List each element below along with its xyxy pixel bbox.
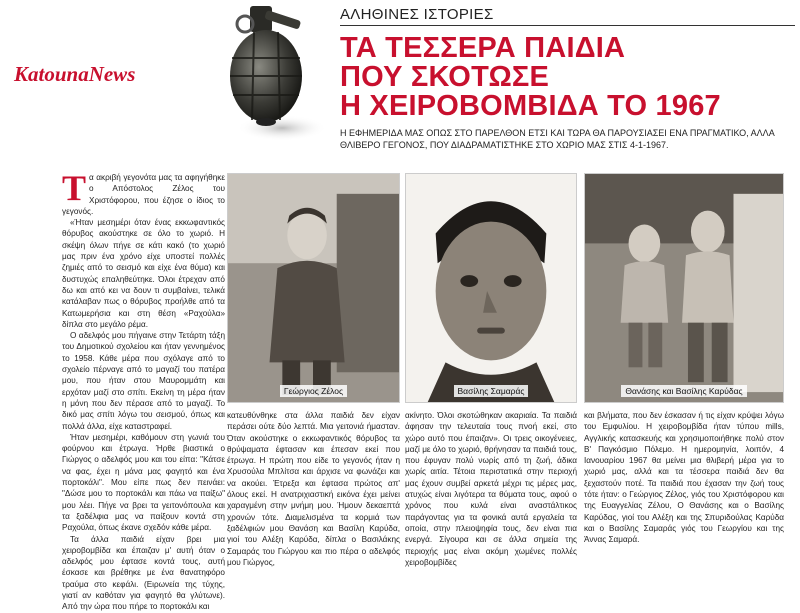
photo-georgios-zelos xyxy=(227,173,400,403)
paragraph: και βλήματα, που δεν έσκασαν ή τις είχαν κρύψει λόγω του Εμφυλίου. Η χειροβομβίδα ήταν τύπου mills, Αγγλικής κατασκευής και χρησιμοποιήθηκε πολύ στον Β' Παγκόσμιο Πόλεμο. Η ημερομηνία, λοιπόν, 4 Ιανουαρίου 1967 θα μείνει μια θλιβερή μέρα για το χωριό μας, αλλά και τα τέσσερα παιδιά δεν θα ξεχαστούν ποτέ. Τα παιδιά που έχασαν την ζωή τους τότε ήταν: ο Γεώργιος Ζέλος, γιός του Χριστόφορου και της Ευαγγελίας Ζέλου, Ο Θανάσης και ο Βασίλης Καρύδας, γιοί του Αλέξη και της Σπυριδούλας Καρύδα και ο Βασίλης Σαμαράς γιός του Γεωργίου και της Άννας Σαμαρά. xyxy=(584,411,784,545)
site-watermark: KatounaNews xyxy=(14,62,136,86)
boy-portrait-image xyxy=(406,174,576,402)
headline-line-3: Η ΧΕΙΡΟΒΟΜΒΙΔΑ ΤΟ 1967 xyxy=(340,90,721,122)
photo-caption: Θανάσης και Βασίλης Καρύδας xyxy=(621,385,746,397)
photo-karydas-brothers xyxy=(584,173,784,403)
paragraph: Τα άλλα παιδιά είχαν βρει μια χειροβομβίδα και έπαιζαν μ' αυτή όταν ο αδελφός μου έφτασε κοντά τους, αυτή έσκασε και βρέθηκε με ένα θανατηφόρο τραύμα στο κεφάλι. (Ειρωνεία της τύχης, γιατί αν καθόταν για φαγητό θα γλύτωνε). Από την ώρα που πήρε το πορτοκάλι και xyxy=(62,534,225,612)
photo-vasilis-samaras xyxy=(405,173,577,403)
paragraph: «Ήταν μεσημέρι όταν ένας εκκωφαντικός θόρυβος ακούστηκε σε όλο το χωριό. Η σκέψη όλων πήγε σε κάτι κακό (το χωριό μας πριν ένα χρόνο είχε υποστεί πολλές ζημιές από το σεισμό και είχε ένα θύμα) και δυστυχώς επαληθεύτηκε. Όλοι έτρεχαν από δω και από κει να δουν τι συμβαίνει, τελικά κατάλαβαν πως ο θόρυβος προήλθε από τα Κατωμερήσια και στη θέση «Ραχούλα» δίπλα στο μεγάλο ρέμα. xyxy=(62,218,225,329)
paragraph: κατευθύνθηκε στα άλλα παιδιά δεν είχαν περάσει ούτε δύο λεπτά. Μια γειτονιά ήμασταν. Όταν ακούστηκε ο εκκωφαντικός θόρυβος τα θρύψαματα έφτασαν και έπεσαν εκεί που έτρωγα. Η πρώτη που είδε το γεγονός ήταν η Χρυσούλα Μπλίτσα και άρχισε να φωνάζει και να ακούει. Έτρεξα και έφτασα πρώτος απ' όλους εκεί. Η ανατριχιαστική εικόνα έχει μείνει χαραγμένη στην μνήμη μου. Ήμουν δεκαεπτά χρονών τότε. Διαμελισμένα τα κορμιά των ξαδέλφιών μου Θανάση και Βασίλη Καρύδα, γιοί του Αλέξη Καρύδα, δίπλα ο Βασιλάκης Σαμαράς του Γιώργου και πιο πέρα ο αδελφός μου Γιώργος, xyxy=(227,411,400,567)
headline xyxy=(340,34,721,121)
section-kicker: ΑΛΗΘΙΝΕΣ ΙΣΤΟΡΙΕΣ xyxy=(340,6,494,23)
boy-photo-image xyxy=(228,174,399,402)
grenade-image xyxy=(212,0,332,150)
photo-caption: Βασίλης Σαμαράς xyxy=(454,385,529,397)
article-column-4 xyxy=(584,410,784,561)
photo-caption: Γεώργιος Ζέλος xyxy=(280,385,347,397)
standfirst: Η ΕΦΗΜΕΡΙΔΑ ΜΑΣ ΟΠΩΣ ΣΤΟ ΠΑΡΕΛΘΟΝ ΕΤΣΙ ΚΑΙ ΤΩΡΑ ΘΑ ΠΑΡΟΥΣΙΑΣΕΙ ΕΝΑ ΠΡΑΓΜΑΤΙΚΟ, ΑΛΛΑ ΘΛΙΒΕΡΟ ΓΕΓΟΝΟΣ, ΠΟΥ ΔΙΑΔΡΑΜΑΤΙΣΤΗΚΕ ΣΤΟ ΧΩΡΙΟ ΜΑΣ ΣΤΙΣ 4-1-1967. xyxy=(340,128,775,150)
kicker-divider xyxy=(340,25,795,26)
headline-line-2: ΠΟΥ ΣΚΟΤΩΣΕ xyxy=(340,61,550,93)
article-column-3 xyxy=(405,410,577,567)
drop-cap: Τ xyxy=(62,168,87,208)
paragraph: α ακριβή γεγονότα μας τα αφηγήθηκε ο Απόστολος Ζέλος του Χριστόφορου, που έζησε ο ίδιος το γεγονός. xyxy=(62,173,225,216)
article-column-1 xyxy=(62,168,225,612)
headline-line-1: ΤΑ ΤΕΣΣΕΡΑ ΠΑΙΔΙΑ xyxy=(340,32,626,64)
two-boys-photo-image xyxy=(585,174,783,402)
article-column-2 xyxy=(227,410,400,567)
paragraph: Ήταν μεσημέρι, καθόμουν στη γωνιά του φούρνου και έτρωγα. Ήρθε βιαστικά ο Γιώργος ο αδελφός μου και του είπα: "Κάτσε να φας, έχει η μάνα μας φαγητό και ένα πορτοκάλι". Μου είπε πως δεν πεινάει: "Δώσε μου το πορτοκάλι και πάω να παίξω" μου λέει. Πήγε να βρει τα γειτονόπουλα και τα ξαδέλφια μας να παίξουν κοντά στη Ραχούλα, όπως έκανε σχεδόν κάθε μέρα. xyxy=(62,432,225,533)
paragraph: Ο αδελφός μου πήγαινε στην Τετάρτη τάξη του Δημοτικού σχολείου και ήταν γεννημένος το 1958. Κάθε μέρα που σχόλαγε από το σχολείο πέρναγε από το μαγαζί του πατέρα μου, που ήταν στου Μαυρομμάτη και ερχόταν μαζί στο σπίτι. Εκείνη τη μέρα ήταν η μόνη που δεν πέρασε από το μαγαζί. Το δικό μας σπίτι λόγω του σεισμού, όπως και πολλά άλλα, είχε καταστραφεί. xyxy=(62,331,225,431)
paragraph: ακίνητο. Όλοι σκοτώθηκαν ακαριαία. Τα παιδιά άφησαν την τελευταία τους πνοή εκεί, στο χώρο αυτό που έπαιζαν». Οι τρεις οικογένειες, μαζί με όλο το χωριό, θρήνησαν τα παιδιά τους, που έφυγαν πολύ νωρίς από τη ζωή, άδικα χωρίς αιτία. Τέτοια περιστατικά στην περιοχή μας έχουν συμβεί αρκετά μέχρι τις μέρες μας, ατυχώς είναι λιγότερα τα θύματα τους, αφού ο χρόνος που κυλά είναι αναστάλτικος παράγοντας για τα φονικά αυτά εργαλεία τα οποία, στην πλειοψηφία τους, δεν είναι πια ενεργά. Σίγουρα και σε άλλα σημεία της περιοχής μας είναι ακόμη χωμένες πολλές χειροβομβίδες xyxy=(405,411,577,567)
